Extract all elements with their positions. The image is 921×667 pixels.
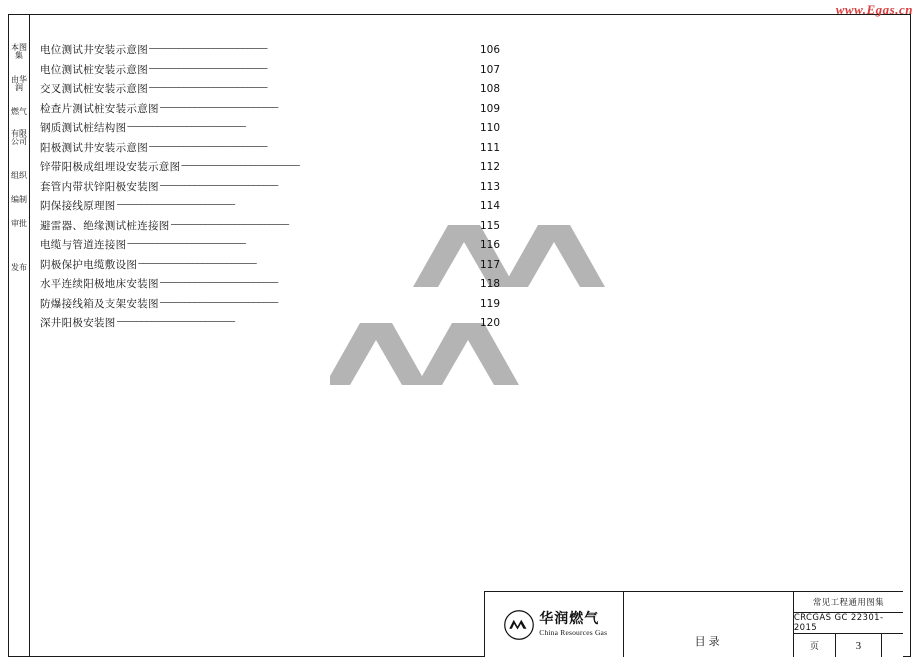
binding-strip (8, 14, 30, 657)
atlas-name: 常见工程通用图集 (794, 592, 903, 613)
toc-row[interactable] (40, 81, 500, 101)
toc-page-number: 106 (479, 44, 500, 56)
toc-page-number: 119 (479, 297, 500, 310)
title-block-right (794, 592, 903, 657)
toc-page-number: 112 (479, 161, 500, 173)
toc-leader: ———————————————————————— (127, 122, 246, 132)
toc-title: 套管内带状锌阳极安装图 (40, 180, 159, 193)
toc-leader: ———————————————————————— (116, 317, 235, 327)
binding-line-3: 燃气 (11, 107, 27, 116)
toc-row[interactable] (40, 159, 500, 179)
toc-page-number: 113 (479, 180, 500, 193)
toc-leader: ———————————————————————— (149, 63, 268, 74)
toc-title: 电位测试桩安装示意图 (40, 63, 148, 76)
toc-row[interactable] (40, 62, 500, 82)
toc-title: 钢质测试桩结构图 (40, 122, 127, 134)
toc-title: 检查片测试桩安装示意图 (40, 102, 159, 115)
toc-page-number: 115 (479, 219, 500, 232)
toc-page-number: 108 (479, 83, 500, 95)
toc-page-number: 109 (479, 102, 500, 115)
page-label: 页 (794, 634, 836, 657)
toc-title: 电位测试井安装示意图 (40, 44, 148, 56)
logo-text-en: China Resources Gas (539, 627, 608, 637)
toc-page-number: 117 (479, 258, 500, 271)
toc-row[interactable] (40, 237, 500, 257)
toc-title: 交叉测试桩安装示意图 (40, 83, 148, 95)
toc-leader: ———————————————————————— (116, 200, 235, 210)
toc-page-number: 111 (479, 141, 500, 154)
table-of-contents (40, 42, 500, 335)
toc-row[interactable] (40, 120, 500, 140)
binding-line-7: 审批 (11, 219, 27, 228)
toc-row[interactable] (40, 257, 500, 277)
binding-line-8: 发布 (11, 263, 27, 272)
toc-row[interactable] (40, 140, 500, 160)
binding-line-5: 组织 (11, 171, 27, 180)
toc-leader: ———————————————————————— (127, 239, 246, 249)
drawing-section-label: 目录 (694, 635, 723, 648)
toc-title: 锌带阳极成组埋设安装示意图 (40, 161, 181, 173)
page-row (794, 634, 903, 657)
toc-row[interactable] (40, 276, 500, 296)
page-blank-cell (882, 634, 903, 657)
toc-page-number: 114 (479, 200, 500, 212)
toc-title: 避雷器、绝缘测试桩连接图 (40, 219, 170, 232)
toc-leader: ———————————————————————— (159, 180, 278, 191)
toc-row[interactable] (40, 315, 500, 335)
title-block-divider (484, 591, 485, 657)
toc-leader: ———————————————————————— (159, 278, 278, 288)
toc-title: 深井阳极安装图 (40, 317, 116, 329)
toc-leader: ———————————————————————— (159, 297, 278, 308)
toc-row[interactable] (40, 179, 500, 199)
atlas-code: CRCGAS GC 22301-2015 (794, 613, 903, 634)
toc-page-number: 116 (479, 239, 500, 251)
title-block (484, 591, 903, 657)
page-number: 3 (836, 634, 882, 657)
toc-leader: ———————————————————————— (181, 161, 300, 171)
toc-row[interactable] (40, 101, 500, 121)
toc-title: 阳极测试井安装示意图 (40, 141, 148, 154)
drawing-section-cell (624, 592, 793, 657)
toc-title: 阴保接线原理图 (40, 200, 116, 212)
toc-leader: ———————————————————————— (149, 141, 268, 152)
toc-leader: ———————————————————————— (149, 44, 268, 54)
binding-line-6: 编制 (11, 195, 27, 204)
toc-row[interactable] (40, 42, 500, 62)
crc-gas-logo-icon (504, 610, 534, 640)
toc-page-number: 118 (479, 278, 500, 290)
toc-leader: ———————————————————————— (138, 258, 257, 269)
binding-line-1: 本图集 (11, 43, 27, 61)
logo-text-cn: 华润燃气 (539, 611, 600, 628)
toc-page-number: 110 (479, 122, 500, 134)
toc-title: 电缆与管道连接图 (40, 239, 127, 251)
toc-title: 阴极保护电缆敷设图 (40, 258, 138, 271)
toc-title: 水平连续阳极地床安装图 (40, 278, 159, 290)
toc-row[interactable] (40, 218, 500, 238)
binding-line-2: 由华润 (11, 75, 27, 93)
company-logo (484, 592, 624, 657)
site-watermark: www.Egas.cn (835, 2, 913, 17)
toc-row[interactable] (40, 198, 500, 218)
toc-leader: ———————————————————————— (149, 83, 268, 93)
toc-page-number: 107 (479, 63, 500, 76)
toc-title: 防爆接线箱及支架安装图 (40, 297, 159, 310)
toc-leader: ———————————————————————— (170, 219, 289, 230)
toc-row[interactable] (40, 296, 500, 316)
toc-leader: ———————————————————————— (159, 102, 278, 113)
binding-line-4: 有限公司 (11, 129, 27, 147)
toc-page-number: 120 (479, 317, 500, 329)
